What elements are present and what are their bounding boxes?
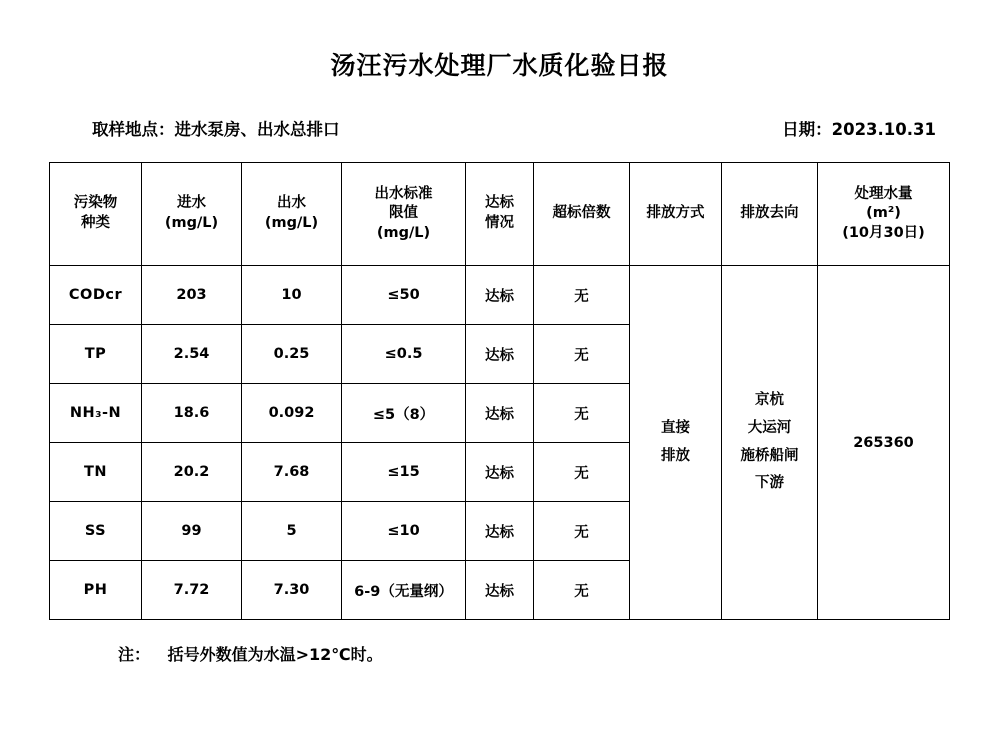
cell-exceed: 无 (534, 443, 630, 502)
cell-standard: 6-9（无量纲） (342, 561, 466, 620)
header-compliance: 达标 情况 (466, 163, 534, 266)
document-page (0, 46, 999, 749)
cell-compliance: 达标 (466, 266, 534, 325)
cell-influent: 99 (142, 502, 242, 561)
cell-compliance: 达标 (466, 384, 534, 443)
cell-influent: 203 (142, 266, 242, 325)
table-row (50, 266, 950, 325)
header-treated-volume: 处理水量 (m²) (10月30日) (818, 163, 950, 266)
footnote-text: 括号外数值为水温>12℃时。 (167, 645, 383, 664)
cell-exceed: 无 (534, 384, 630, 443)
cell-effluent: 0.25 (242, 325, 342, 384)
cell-compliance: 达标 (466, 443, 534, 502)
cell-pollutant: PH (50, 561, 142, 620)
header-exceed-multiple: 超标倍数 (534, 163, 630, 266)
footnote (0, 642, 999, 665)
cell-pollutant: CODcr (50, 266, 142, 325)
cell-influent: 2.54 (142, 325, 242, 384)
cell-influent: 7.72 (142, 561, 242, 620)
cell-standard: ≤0.5 (342, 325, 466, 384)
water-quality-table (49, 162, 950, 620)
sampling-location: 取样地点：进水泵房、出水总排口 (92, 120, 340, 139)
cell-influent: 18.6 (142, 384, 242, 443)
report-date: 日期：2023.10.31 (782, 120, 936, 139)
cell-effluent: 10 (242, 266, 342, 325)
cell-compliance: 达标 (466, 502, 534, 561)
cell-treated-volume: 265360 (818, 266, 950, 620)
cell-pollutant: TP (50, 325, 142, 384)
cell-exceed: 无 (534, 325, 630, 384)
header-standard-limit: 出水标准 限值 (mg/L) (342, 163, 466, 266)
header-effluent: 出水 (mg/L) (242, 163, 342, 266)
cell-influent: 20.2 (142, 443, 242, 502)
cell-discharge-mode: 直接 排放 (630, 266, 722, 620)
cell-exceed: 无 (534, 266, 630, 325)
header-discharge-mode: 排放方式 (630, 163, 722, 266)
header-pollutant: 污染物 种类 (50, 163, 142, 266)
footnote-label: 注： (118, 645, 151, 664)
header-discharge-destination: 排放去向 (722, 163, 818, 266)
cell-exceed: 无 (534, 561, 630, 620)
cell-effluent: 0.092 (242, 384, 342, 443)
cell-pollutant: TN (50, 443, 142, 502)
cell-compliance: 达标 (466, 325, 534, 384)
table-header-row (50, 163, 950, 266)
cell-effluent: 5 (242, 502, 342, 561)
cell-pollutant: SS (50, 502, 142, 561)
page-title: 汤汪污水处理厂水质化验日报 (330, 51, 669, 80)
cell-compliance: 达标 (466, 561, 534, 620)
cell-standard: ≤15 (342, 443, 466, 502)
cell-standard: ≤10 (342, 502, 466, 561)
document-meta (0, 116, 999, 140)
cell-standard: ≤5（8） (342, 384, 466, 443)
cell-discharge-destination: 京杭 大运河 施桥船闸 下游 (722, 266, 818, 620)
cell-effluent: 7.68 (242, 443, 342, 502)
cell-standard: ≤50 (342, 266, 466, 325)
header-influent: 进水 (mg/L) (142, 163, 242, 266)
cell-pollutant: NH₃-N (50, 384, 142, 443)
cell-effluent: 7.30 (242, 561, 342, 620)
cell-exceed: 无 (534, 502, 630, 561)
